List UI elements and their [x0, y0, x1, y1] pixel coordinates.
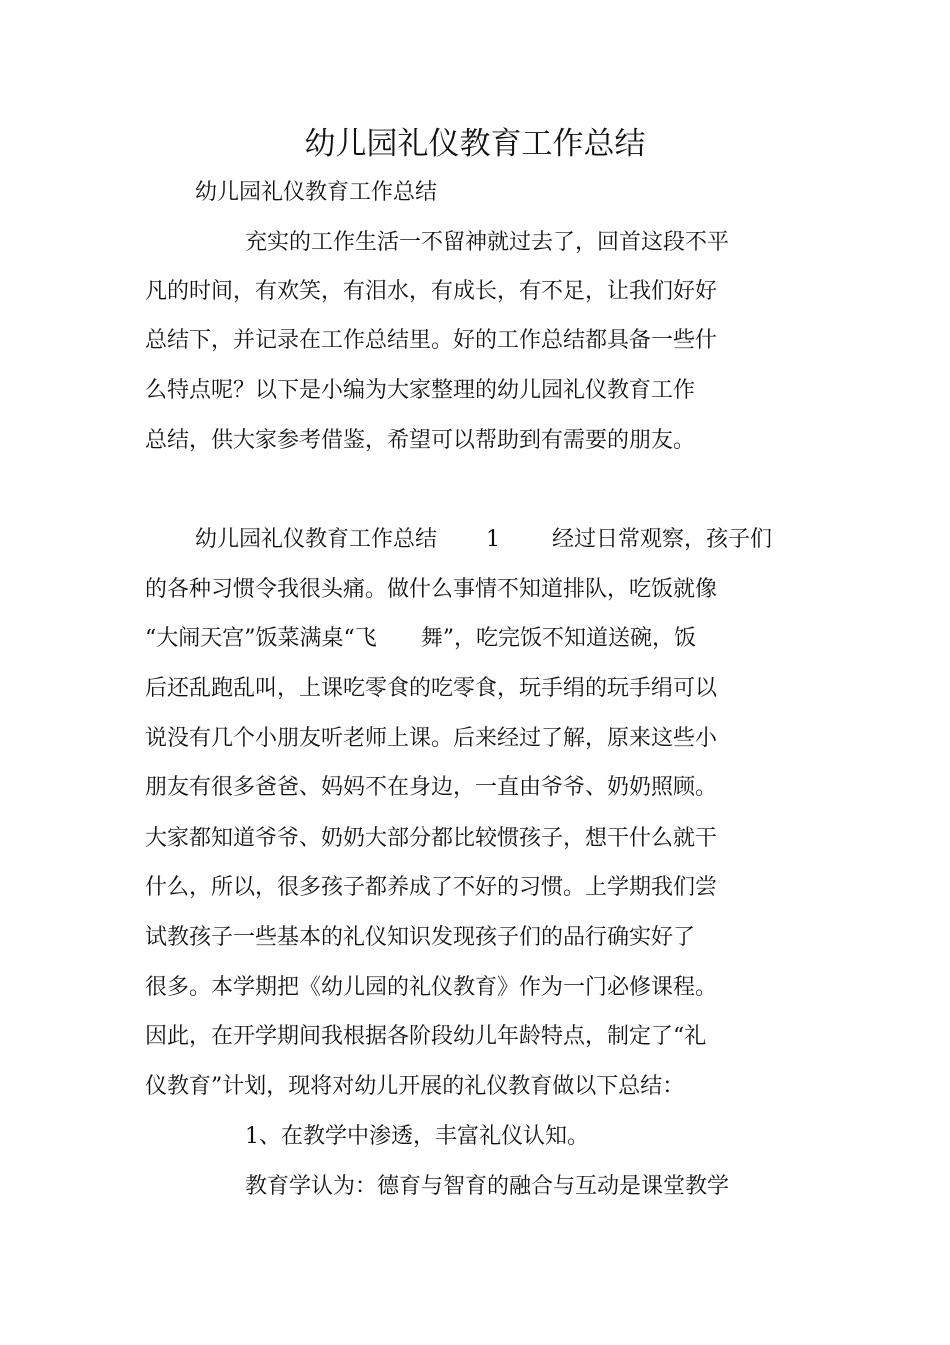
body-line: 大家都知道爷爷、奶奶大部分都比较惯孩子，想干什么就干	[145, 826, 718, 851]
intro-line: 总结，供大家参考借鉴，希望可以帮助到有需要的朋友。	[145, 428, 696, 453]
intro-line: 总结下，并记录在工作总结里。好的工作总结都具备一些什	[145, 328, 718, 353]
intro-line: 么特点呢？以下是小编为大家整理的幼儿园礼仪教育工作	[145, 378, 696, 403]
section-number: 1	[486, 527, 500, 552]
intro-line: 充实的工作生活一不留神就过去了，回首这段不平	[245, 230, 730, 255]
body-line: 的各种习惯令我很头痛。做什么事情不知道排队，吃饭就像	[145, 577, 718, 602]
body-line: “大闹天宫”饭菜满桌“飞 舞”，吃完饭不知道送碗，饭	[145, 626, 696, 651]
body-line: 因此，在开学期间我根据各阶段幼儿年龄特点，制定了“礼	[145, 1024, 707, 1049]
body-line: 试教孩子一些基本的礼仪知识发现孩子们的品行确实好了	[145, 925, 696, 950]
point-heading: 1、在教学中渗透，丰富礼仪认知。	[245, 1124, 589, 1149]
page-title: 幼儿园礼仪教育工作总结	[304, 126, 646, 162]
body-line: 很多。本学期把《幼儿园的礼仪教育》作为一门必修课程。	[145, 975, 718, 1000]
body-line: 后还乱跑乱叫，上课吃零食的吃零食，玩手绢的玩手绢可以	[145, 676, 718, 701]
intro-line: 凡的时间，有欢笑，有泪水，有成长，有不足，让我们好好	[145, 279, 718, 304]
subtitle: 幼儿园礼仪教育工作总结	[195, 180, 438, 205]
body-line: 仪教育”计划，现将对幼儿开展的礼仪教育做以下总结：	[145, 1074, 685, 1099]
section-lead: 经过日常观察，孩子们	[552, 527, 773, 552]
section-heading: 幼儿园礼仪教育工作总结	[195, 527, 438, 552]
body-line: 朋友有很多爸爸、妈妈不在身边，一直由爷爷、奶奶照顾。	[145, 775, 718, 800]
body-line: 什么，所以，很多孩子都养成了不好的习惯。上学期我们尝	[145, 875, 718, 900]
body-line: 说没有几个小朋友听老师上课。后来经过了解，原来这些小	[145, 726, 718, 751]
point-body-line: 教育学认为：德育与智育的融合与互动是课堂教学	[245, 1174, 730, 1199]
